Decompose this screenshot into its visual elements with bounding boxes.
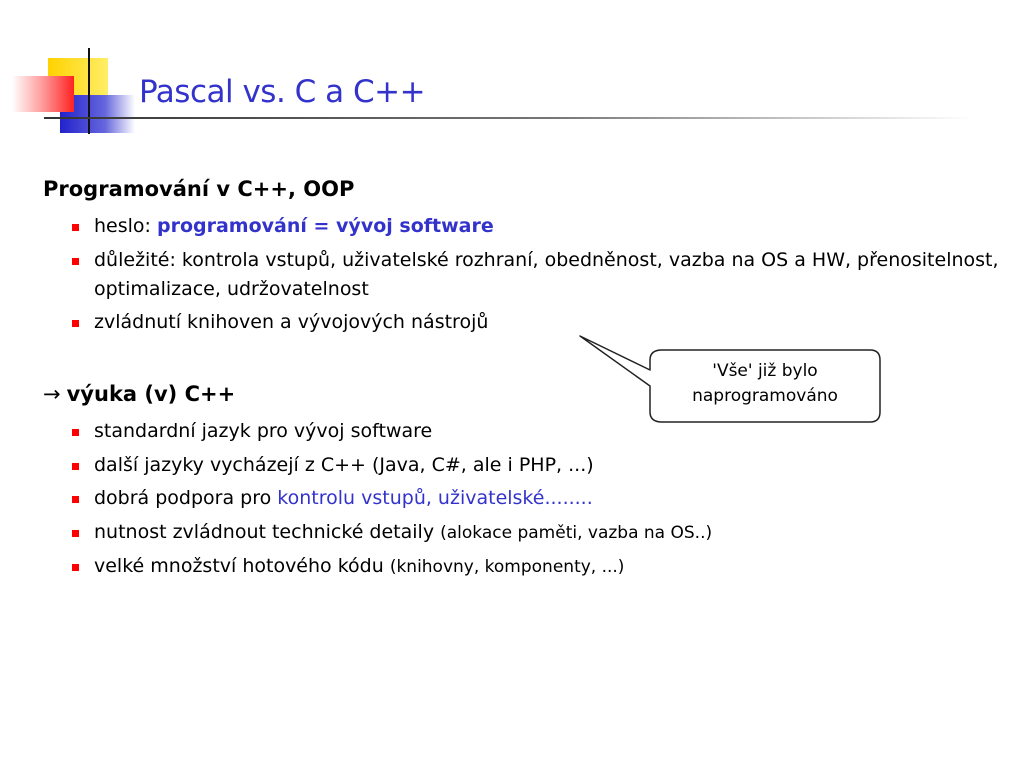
bullet-square-icon bbox=[72, 320, 79, 327]
decorative-logo bbox=[0, 0, 140, 140]
bullet-text: další jazyky vycházejí z C++ (Java, C#, ale i PHP, ...) bbox=[94, 454, 594, 476]
callout-line-1: 'Vše' již bylo bbox=[712, 361, 818, 381]
bullet-highlight: programování = vývoj software bbox=[156, 215, 494, 237]
arrow-right-icon: → bbox=[43, 382, 61, 406]
bullet-text: velké množství hotového kódu bbox=[94, 555, 390, 577]
section-heading-oop: Programování v C++, OOP bbox=[43, 177, 355, 201]
bullet-text: důležité: kontrola vstupů, uživatelské rozhraní, obedněnost, vazba na OS a HW, přenositelnost, optimalizace, udržovatelnost bbox=[94, 249, 999, 300]
list-item bbox=[94, 484, 999, 513]
title-divider bbox=[44, 117, 974, 119]
bullet-square-icon bbox=[72, 463, 79, 470]
callout-text bbox=[650, 359, 880, 409]
bullet-note: (knihovny, komponenty, ...) bbox=[389, 557, 625, 577]
bullet-text: zvládnutí knihoven a vývojových nástrojů bbox=[94, 311, 489, 333]
bullet-text: nutnost zvládnout technické detaily bbox=[94, 521, 441, 543]
bullet-note: (alokace paměti, vazba na OS..) bbox=[440, 523, 713, 543]
bullet-text: standardní jazyk pro vývoj software bbox=[94, 420, 433, 442]
slide-title: Pascal vs. C a C++ bbox=[139, 74, 426, 110]
bullet-highlight: kontrolu vstupů, uživatelské........ bbox=[277, 487, 593, 509]
bullet-text-prefix: dobrá podpora pro bbox=[94, 487, 278, 509]
list-item bbox=[94, 518, 999, 548]
list-item bbox=[94, 552, 999, 582]
bullet-square-icon bbox=[72, 564, 79, 571]
callout-line-2: naprogramováno bbox=[692, 386, 838, 406]
bullet-square-icon bbox=[72, 258, 79, 265]
bullet-text-prefix: heslo: bbox=[94, 215, 157, 237]
bullet-square-icon bbox=[72, 496, 79, 503]
list-item bbox=[94, 246, 999, 304]
section-heading-cpp bbox=[43, 382, 235, 406]
bullet-square-icon bbox=[72, 224, 79, 231]
bullet-square-icon bbox=[72, 530, 79, 537]
callout-bubble bbox=[570, 326, 890, 436]
list-item bbox=[94, 451, 999, 480]
bullet-square-icon bbox=[72, 429, 79, 436]
section-heading-text: výuka (v) C++ bbox=[66, 382, 236, 406]
list-item bbox=[94, 212, 999, 241]
